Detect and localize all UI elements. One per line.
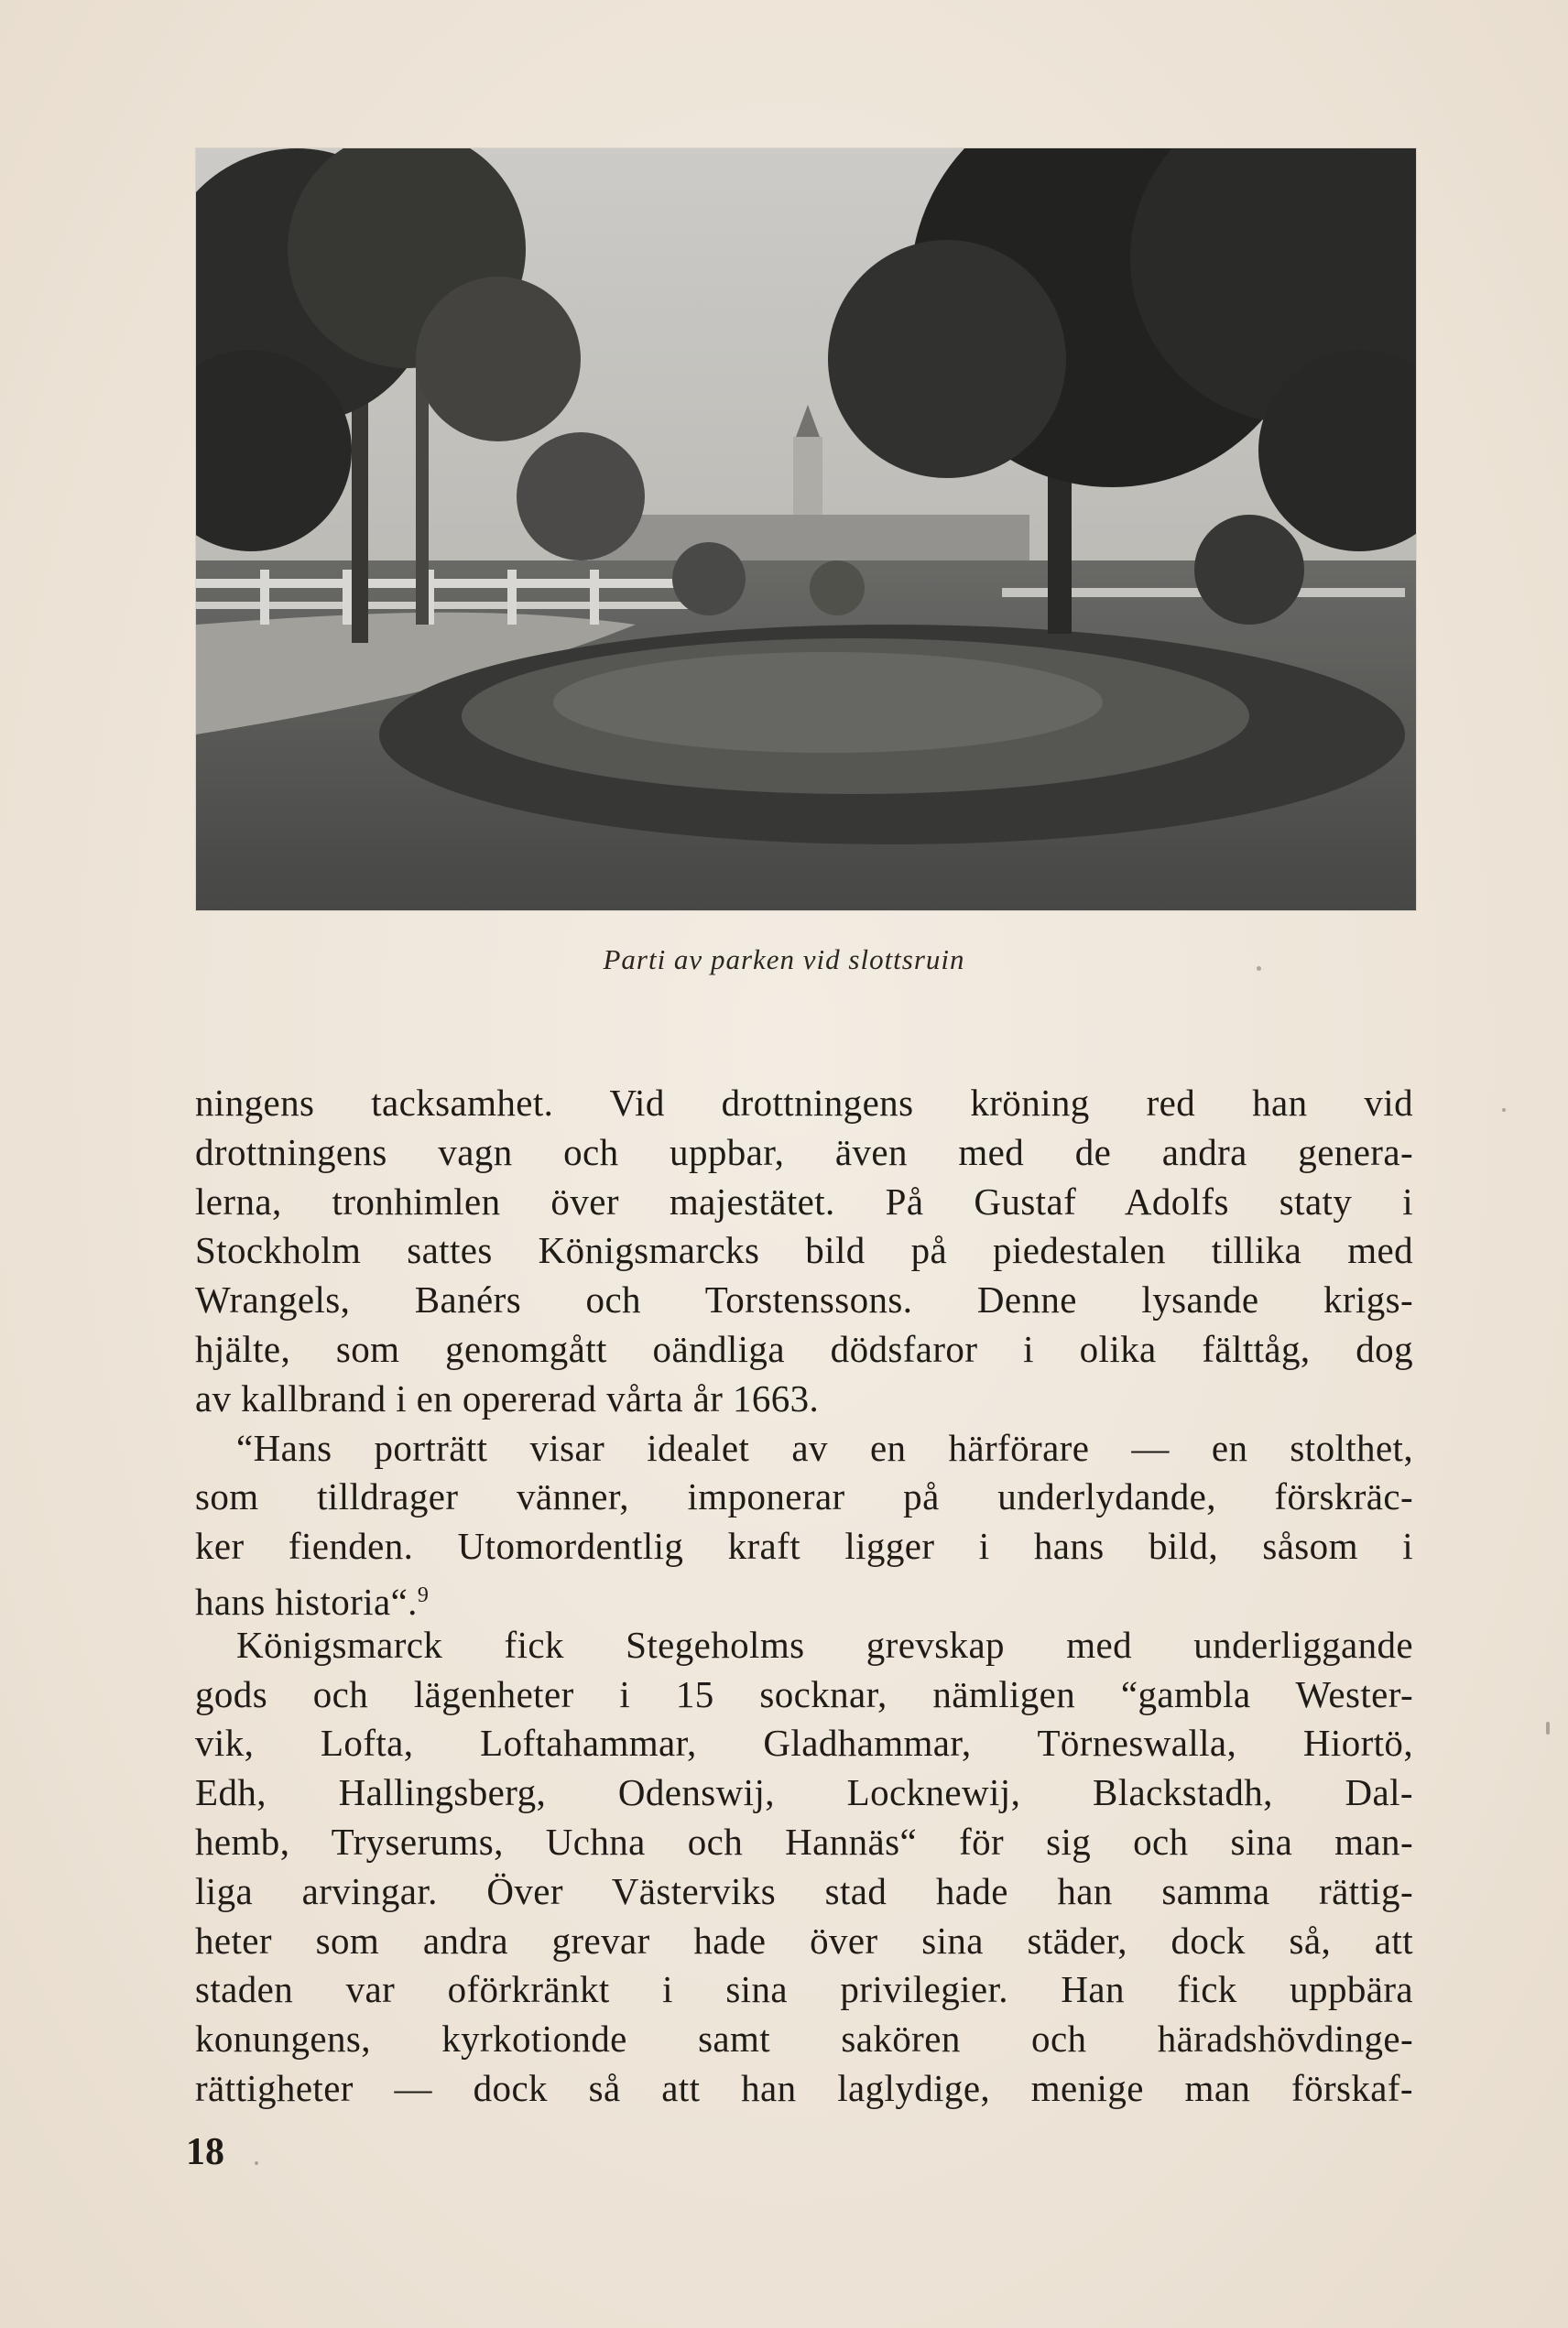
- paragraph: [195, 1079, 1413, 1424]
- text-line: konungens, kyrkotionde samt sakören och häradshövdinge-: [195, 2018, 1413, 2061]
- text-line: hemb, Tryserums, Uchna och Hannäs“ för sig och sina man-: [195, 1820, 1413, 1863]
- text-line: ker fienden. Utomordentlig kraft ligger i hans bild, såsom i: [195, 1525, 1413, 1568]
- text-line: heter som andra grevar hade över sina städer, dock så, att: [195, 1919, 1413, 1962]
- text-line: som tilldrager vänner, imponerar på underlydande, förskräc-: [195, 1475, 1413, 1518]
- paragraph: [195, 1424, 1413, 1621]
- text-line: hjälte, som genomgått oändliga dödsfaror i olika fälttåg, dog: [195, 1327, 1413, 1370]
- figure-caption: Parti av parken vid slottsruin: [603, 943, 965, 975]
- paper-speck: [1546, 1722, 1550, 1735]
- park-photograph: [196, 148, 1416, 910]
- text-line: rättigheter — dock så att han laglydige, menige man förskaf-: [195, 2066, 1413, 2109]
- page-number: 18: [186, 2131, 224, 2173]
- text-line: lerna, tronhimlen över majestätet. På Gustaf Adolfs staty i: [195, 1180, 1413, 1223]
- text-line: gods och lägenheter i 15 socknar, nämligen “gambla Wester-: [195, 1672, 1413, 1715]
- text-line: drottningens vagn och uppbar, även med de andra genera-: [195, 1130, 1413, 1173]
- text-line: Edh, Hallingsberg, Odenswij, Locknewij, Blackstadh, Dal-: [195, 1771, 1413, 1814]
- body-text: [195, 1079, 1413, 2114]
- text-line: Wrangels, Banérs och Torstenssons. Denne lysande krigs-: [195, 1278, 1413, 1322]
- paper-speck: [1257, 966, 1261, 971]
- text-line: ningens tacksamhet. Vid drottningens kröning red han vid: [195, 1082, 1413, 1124]
- text-line: Stockholm sattes Königsmarcks bild på piedestalen tillika med: [195, 1229, 1413, 1272]
- text-line: av kallbrand i en opererad vårta år 1663.: [195, 1376, 820, 1420]
- text-line-with-footnote: [195, 1572, 1413, 1621]
- text-line: “Hans porträtt visar idealet av en härförare — en stolthet,: [236, 1426, 1413, 1469]
- text-line: vik, Lofta, Loftahammar, Gladhammar, Törneswalla, Hiortö,: [195, 1722, 1413, 1765]
- paragraph: [195, 1621, 1413, 2114]
- text-line: hans historia“.: [195, 1580, 418, 1623]
- paper-speck: [1502, 1108, 1506, 1112]
- footnote-reference: 9: [417, 1583, 430, 1607]
- paper-speck: [255, 2161, 258, 2165]
- text-line: Königsmarck fick Stegeholms grevskap med underliggande: [236, 1623, 1413, 1666]
- text-line: liga arvingar. Över Västerviks stad hade han samma rättig-: [195, 1869, 1413, 1912]
- text-line: staden var oförkränkt i sina privilegier. Han fick uppbära: [195, 1968, 1413, 2011]
